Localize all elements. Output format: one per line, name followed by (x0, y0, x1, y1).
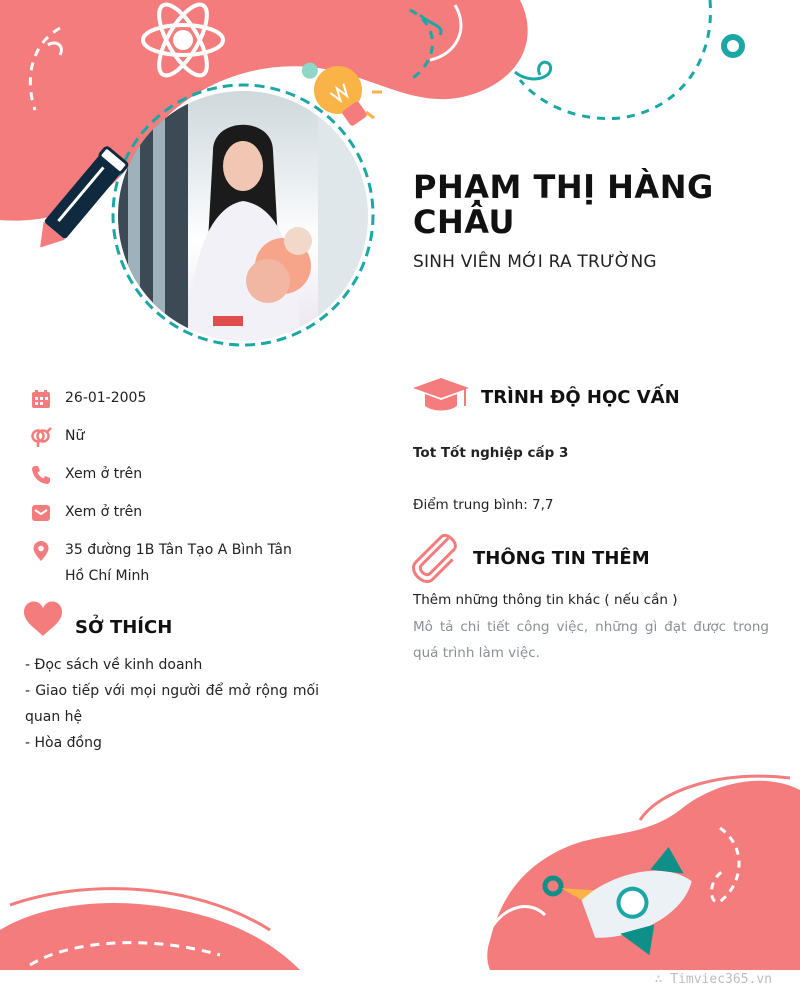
email-value: Xem ở trên (65, 504, 143, 520)
info-email-row (30, 502, 330, 525)
graduation-cap-icon (413, 378, 469, 411)
heart-icon (24, 601, 62, 636)
paperclip-icon (409, 533, 462, 586)
hobbies-title: SỞ THÍCH (75, 617, 173, 638)
hobby-item: - Giao tiếp với mọi người để mở rộng mối quan hệ (25, 683, 319, 725)
calendar-icon (30, 388, 52, 410)
email-icon (30, 502, 52, 524)
phone-icon (30, 464, 52, 486)
extra-info-line1: Thêm những thông tin khác ( nếu cần ) (413, 592, 678, 608)
gender-icon (30, 426, 52, 448)
hobby-item: - Đọc sách về kinh doanh (25, 657, 203, 673)
info-phone-row (30, 464, 330, 487)
candidate-title: SINH VIÊN MỚI RA TRƯỜNG (413, 252, 657, 272)
address-value: 35 đường 1B Tân Tạo A Bình Tân Hồ Chí Minh (65, 542, 292, 584)
info-gender-row (30, 426, 330, 449)
hobby-item: - Hòa đồng (25, 735, 102, 751)
education-gpa: Điểm trung bình: 7,7 (413, 497, 554, 513)
education-title: TRÌNH ĐỘ HỌC VẤN (481, 387, 680, 408)
info-birthday-row (30, 388, 330, 411)
candidate-name: PHẠM THỊ HÀNG CHÂU (413, 168, 714, 241)
info-address-row (30, 540, 330, 589)
bottom-left-coral-blob (0, 903, 300, 970)
birthday-value: 26-01-2005 (65, 390, 147, 406)
photo-illustration (118, 91, 368, 341)
location-pin-icon (30, 540, 52, 562)
extra-info-description: Mô tả chi tiết công việc, những gì đạt được trong quá trình làm việc. (413, 619, 769, 661)
education-degree: Tot Tốt nghiệp cấp 3 (413, 445, 569, 461)
phone-value: Xem ở trên (65, 466, 143, 482)
extra-info-title: THÔNG TIN THÊM (473, 548, 650, 569)
gender-value: Nữ (65, 428, 85, 444)
profile-photo (118, 91, 368, 341)
hobbies-list (25, 652, 319, 756)
watermark: ∴ Timviec365.vn (654, 972, 772, 987)
